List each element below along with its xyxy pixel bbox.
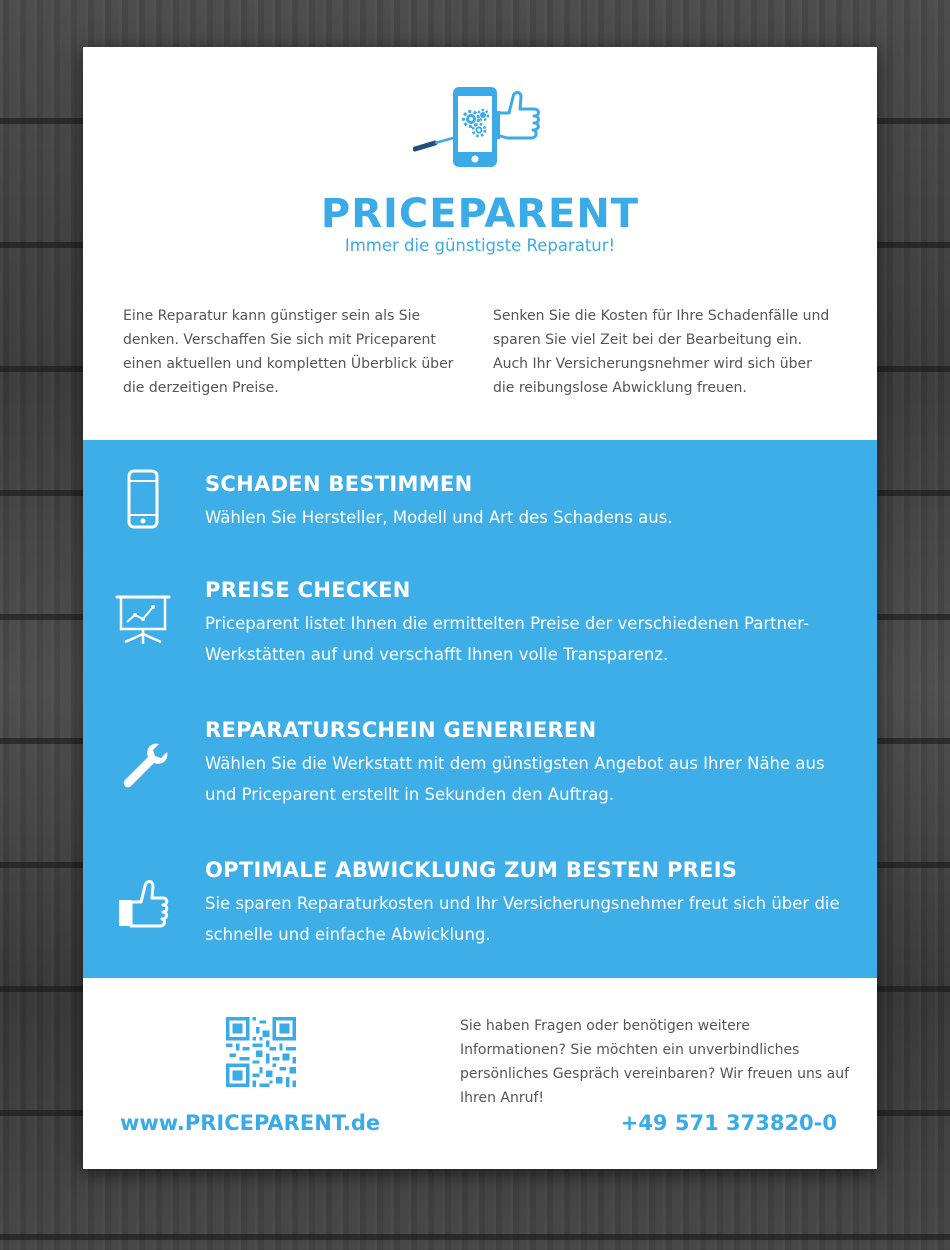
step-title: SCHADEN BESTIMMEN [205,472,473,496]
smartphone-icon [113,468,173,532]
brand-tagline: Immer die günstigste Reparatur! [344,236,616,255]
step-title: OPTIMALE ABWICKLUNG ZUM BESTEN PREIS [205,858,738,882]
flyer [83,47,877,1169]
presentation-board-icon [113,592,173,656]
qr-code-icon [226,1017,296,1087]
phone-number[interactable]: +49 571 373820-0 [620,1111,837,1135]
step-text: Wählen Sie Hersteller, Modell und Art des Schadens aus. [205,508,673,527]
brand-name: PRICEPARENT [320,191,640,237]
step-text: Priceparent listet Ihnen die ermittelten Preise der verschiedenen Partner-Werkstätten auf und verschafft Ihnen volle Transparenz. [205,614,809,664]
step-title: REPARATURSCHEIN GENERIEREN [205,718,597,742]
steps-band [83,440,877,978]
step-text: Wählen Sie die Werkstatt mit dem günstigsten Angebot aus Ihrer Nähe aus und Priceparent erstellt in Sekunden den Auftrag. [205,754,825,804]
thumbs-up-icon [113,874,173,938]
website-link[interactable]: www.PRICEPARENT.de [120,1111,381,1135]
intro-text-right: Senken Sie die Kosten für Ihre Schadenfälle und sparen Sie viel Zeit bei der Bearbeitung ein. Auch Ihr Versicherungsnehmer wird sich über die reibungslose Abwicklung freuen. [493,308,830,396]
step-title: PREISE CHECKEN [205,578,411,602]
wrench-icon [113,736,173,800]
contact-text: Sie haben Fragen oder benötigen weitere Informationen? Sie möchten ein unverbindliches persönliches Gespräch vereinbaren? Wir freuen uns auf Ihren Anruf! [460,1018,849,1106]
phone-gears-thumbs-up-icon [413,85,543,169]
step-text: Sie sparen Reparaturkosten und Ihr Versicherungsnehmer freut sich über die schnelle und einfache Abwicklung. [205,894,840,944]
intro-text-left: Eine Reparatur kann günstiger sein als Sie denken. Verschaffen Sie sich mit Priceparent einen aktuellen und kompletten Überblick über die derzeitigen Preise. [123,308,454,396]
